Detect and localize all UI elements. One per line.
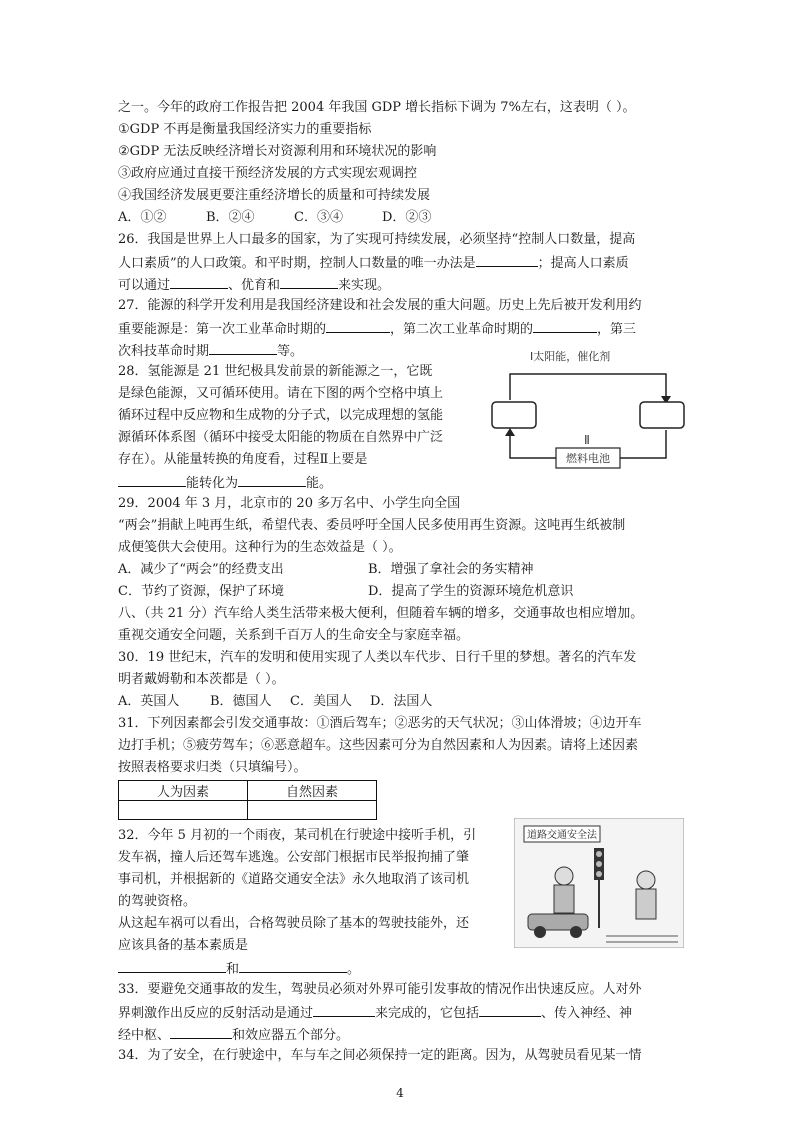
q26-text: ；提高人口素质: [537, 256, 629, 271]
page-number: 4: [396, 1086, 404, 1100]
q29-line-3: 成便笺供大会使用。这种行为的生态效益是（ ）。: [118, 540, 402, 555]
q28-line-2: 是绿色能源，又可循环使用。请在下图的两个空格中填上: [118, 386, 444, 401]
q28-line-3: 循环过程中反应物和生成物的分子式，以完成理想的氢能: [118, 408, 444, 423]
car-wheel-icon: [570, 926, 582, 938]
q29-options-row-1: [118, 562, 534, 578]
q25-stem-end: 之一。今年的政府工作报告把 2004 年我国 GDP 增长指标下调为 7%左右，这表明（ ）。: [118, 100, 636, 115]
pedestrian-body-icon: [636, 889, 656, 919]
q26-text: 人口素质”的人口政策。和平时期，控制人口数量的唯一办法是: [118, 256, 476, 271]
police-officer-head-icon: [555, 867, 573, 885]
q33-text: 和效应器五个部分。: [232, 1028, 350, 1043]
q26-text: 来实现。: [338, 278, 391, 293]
law-sign-text: 道路交通安全法: [527, 830, 597, 841]
q34-line-1: 34．为了安全，在行驶途中，车与车之间必须保持一定的距离。因为，从驾驶员看见某一情: [118, 1048, 642, 1063]
q33-blank-1[interactable]: [313, 1004, 375, 1017]
q27-line-1: 27．能源的科学开发利用是我国经济建设和社会发展的重大问题。历史上先后被开发利用约: [118, 298, 642, 313]
q31-line-3: 按照表格要求归类（只填编号）。: [118, 760, 307, 775]
q28-text: 能转化为: [186, 476, 239, 491]
table-header-human: 人为因素: [119, 781, 248, 801]
q26-line-1: 26．我国是世界上人口最多的国家，为了实现可持续发展，必须坚持“控制人口数量，提高: [118, 232, 636, 247]
section-8-line-2: 重视交通安全问题，关系到千百万人的生命安全与家庭幸福。: [118, 628, 470, 643]
q25-choice-3: ③政府应通过直接干预经济发展的方式实现宏观调控: [118, 166, 418, 181]
q28-line-1: 28．氢能源是 21 世纪极具发前景的新能源之一，它既: [118, 364, 433, 379]
q26-blank-3[interactable]: [280, 276, 338, 289]
q33-text: 、传入神经、神: [541, 1006, 633, 1021]
q32-line-6: 应该具备的基本素质是: [118, 938, 249, 953]
q32-line-2: 发车祸，撞人后还驾车逃逸。公安部门根据市民举报拘捕了肇: [118, 850, 470, 865]
q32-line-3: 事司机，并根据新的《道路交通安全法》永久地取消了该司机: [118, 872, 470, 887]
q25-option-c: C．③④: [294, 210, 343, 225]
traffic-light-lamp-icon: [596, 871, 602, 877]
q29-option-a: A．减少了“两会”的经费支出: [118, 562, 284, 577]
pedestrian-head-icon: [637, 871, 655, 889]
table-cell-natural[interactable]: [248, 801, 377, 820]
q33-line-3: [118, 1026, 349, 1044]
q29-options-row-2: [118, 584, 573, 600]
q30-option-a: A．英国人: [118, 694, 180, 709]
q29-option-c: C．节约了资源，保护了环境: [118, 584, 284, 599]
q31-line-1: 31．下列因素都会引发交通事故：①酒后驾车；②恶劣的天气状况；③山体滑坡；④边开车: [118, 716, 642, 731]
traffic-light-lamp-icon: [596, 861, 602, 867]
q29-line-2: “两会”捐献上吨再生纸，希望代表、委员呼吁全国人民多使用再生资源。这吨再生纸被制: [118, 518, 626, 533]
q30-options: [118, 694, 432, 710]
q30-option-b: B．德国人: [210, 694, 272, 709]
table-cell-human[interactable]: [119, 801, 248, 820]
q33-blank-2[interactable]: [479, 1004, 541, 1017]
q27-text: 等。: [277, 344, 304, 359]
diagram-box-left[interactable]: [492, 402, 536, 428]
q30-line-1: 30．19 世纪末，汽车的发明和使用实现了人类以车代步、日行千里的梦想。著名的汽车发: [118, 650, 637, 665]
q25-option-b: B．②④: [206, 210, 255, 225]
q29-option-b: B．增强了拿社会的务实精神: [368, 562, 534, 577]
diagram-fuel-cell-label: 燃料电池: [566, 452, 610, 465]
q28-line-4: 源循环体系图（循环中接受太阳能的物质在自然界中广泛: [118, 430, 444, 445]
q32-line-5: 从这起车祸可以看出，合格驾驶员除了基本的驾驶技能外，还: [118, 916, 470, 931]
q25-option-d: D．②③: [382, 210, 432, 225]
q28-line-6: [118, 474, 332, 492]
q25-choice-4: ④我国经济发展更要注重经济增长的质量和可持续发展: [118, 188, 431, 203]
q28-text: 能。: [306, 476, 333, 491]
q26-blank-2[interactable]: [170, 276, 228, 289]
table-header-row: [119, 781, 377, 801]
police-officer-body-icon: [554, 885, 574, 913]
q27-text: 重要能源是：第一次工业革命时期的: [118, 322, 327, 337]
q33-text: 界刺激作出反应的反射活动是通过: [118, 1006, 314, 1021]
q31-line-2: 边打手机；⑤疲劳驾车；⑥恶意超车。这些因素可分为自然因素和人为因素。请将上述因素: [118, 738, 639, 753]
q33-blank-3[interactable]: [170, 1026, 232, 1039]
q27-blank-2[interactable]: [533, 320, 597, 333]
hydrogen-cycle-diagram: [488, 340, 688, 480]
classification-table: [118, 780, 377, 820]
q28-line-5: 存在）。从能量转换的角度看，过程Ⅱ上要是: [118, 452, 368, 467]
car-wheel-icon: [534, 926, 546, 938]
q32-text: 和: [226, 962, 240, 977]
q25-options: [118, 210, 431, 226]
q26-blank-1[interactable]: [476, 254, 538, 267]
q32-text: 。: [347, 962, 361, 977]
q32-line-4: 的驾驶资格。: [118, 894, 197, 909]
q33-line-1: 33．要避免交通事故的发生，驾驶员必须对外界可能引发事故的情况作出快速反应。人对外: [118, 982, 642, 997]
section-8-line-1: 八、（共 21 分）汽车给人类生活带来极大便利，但随着车辆的增多，交通事故也相应增加。: [118, 606, 644, 621]
q29-option-d: D．提高了学生的资源环境危机意识: [368, 584, 574, 599]
q27-text: ，第二次工业革命时期的: [390, 322, 534, 337]
q25-choice-2: ②GDP 无法反映经济增长对资源利用和环境状况的影响: [118, 144, 437, 159]
q30-option-c: C．美国人: [290, 694, 352, 709]
q27-blank-1[interactable]: [326, 320, 390, 333]
q26-line-3: [118, 276, 390, 294]
diagram-process-1-label: Ⅰ太阳能，催化剂: [530, 350, 611, 363]
q32-blank-2[interactable]: [239, 960, 347, 973]
q28-blank-2[interactable]: [238, 474, 306, 487]
q33-line-2: [118, 1004, 632, 1022]
q30-option-d: D．法国人: [370, 694, 433, 709]
q32-blank-1[interactable]: [118, 960, 226, 973]
q32-line-7: [118, 960, 360, 978]
q27-text: ，第三: [597, 322, 637, 337]
table-row: [119, 801, 377, 820]
q27-line-2: [118, 320, 636, 338]
diagram-process-2-label: Ⅱ: [584, 433, 590, 447]
traffic-law-illustration: [514, 818, 684, 948]
q33-text: 经中枢、: [118, 1028, 171, 1043]
q26-text: 可以通过: [118, 278, 171, 293]
table-header-natural: 自然因素: [248, 781, 377, 801]
q29-line-1: 29．2004 年 3 月，北京市的 20 多万名中、小学生向全国: [118, 496, 461, 511]
diagram-box-right[interactable]: [640, 402, 684, 428]
q28-blank-1[interactable]: [118, 474, 186, 487]
q27-blank-3[interactable]: [209, 342, 277, 355]
q27-line-3: [118, 342, 303, 360]
q26-text: 、优育和: [228, 278, 281, 293]
q32-line-1: 32．今年 5 月初的一个雨夜，某司机在行驶途中接听手机，引: [118, 828, 477, 843]
q25-option-a: A．①②: [118, 210, 167, 225]
q30-line-2: 明者戴姆勒和本茨都是（ ）。: [118, 672, 285, 687]
traffic-light-lamp-icon: [596, 851, 602, 857]
q27-text: 次科技革命时期: [118, 344, 210, 359]
q33-text: 来完成的，它包括: [375, 1006, 480, 1021]
q26-line-2: [118, 254, 629, 272]
q25-choice-1: ①GDP 不再是衡量我国经济实力的重要指标: [118, 122, 372, 137]
